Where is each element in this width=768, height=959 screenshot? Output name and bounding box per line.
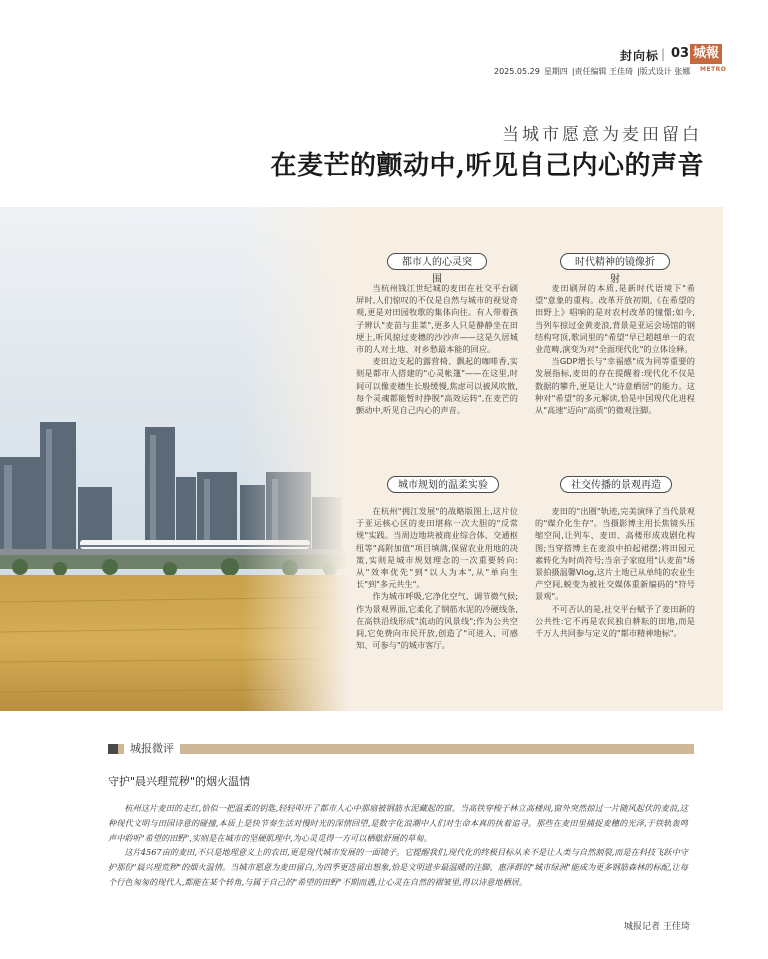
- issue-date: 2025.05.29: [494, 67, 540, 76]
- city-wheatfield-photo: [0, 207, 348, 711]
- review-marker: [108, 744, 118, 754]
- issue-weekday: 星期四: [543, 67, 568, 76]
- paragraph: 不可否认的是,社交平台赋予了麦田新的公共性:它不再是农民独自耕耘的田地,而是千万人共同参与定义的"都市精神地标"。: [535, 603, 695, 639]
- design-credit: |版式设计 张娜: [637, 67, 691, 76]
- paragraph: 作为城市呼吸,它净化空气、调节微气候;作为景观界面,它柔化了钢筋水泥的冷硬线条,在高铁沿线形成"流动的风景线";作为公共空间,它免费向市民开放,创造了"可进入、可感知、可参与"的城市客厅。: [356, 591, 518, 651]
- section-heading-urban-soul: 都市人的心灵突围: [387, 253, 487, 270]
- paragraph: 当杭州钱江世纪城的麦田在社交平台刷屏时,人们惊叹的不仅是自然与城市的视觉奇观,更是对田园牧歌的集体向往。有人带着孩子辨认"麦苗与韭菜",更多人只是静静坐在田埂上,听风掠过麦穗的沙沙声——这是久居城市的人对土地、对乡愁最本能的回应。: [356, 283, 518, 355]
- paragraph: 麦田边支起的露营椅、飘起的咖啡香,实则是都市人搭建的"心灵帐篷"——在这里,时间可以像麦穗生长般缓慢,焦虑可以被风吹散,每个灵魂都能暂时挣脱"高效运转",在麦芒的颤动中,听见自己内心的声音。: [356, 356, 518, 416]
- paragraph: 杭州这片麦田的走红,恰似一把温柔的钥匙,轻轻叩开了都市人心中那扇被钢筋水泥藏起的窗。当高铁穿梭于林立高楼间,窗外突然掠过一片随风起伏的麦浪,这种现代文明与田园诗意的碰撞,本质上是快节奏生活对慢时光的深情回望,是数字化浪潮中人们对生命本真的执着追寻。那些在麦田里捕捉麦穗的光泽,于铁轨轰鸣声中聆听"希望的田野",实则是在城市的坚硬肌理中,为心灵觅得一方可以栖歇舒展的草甸。: [108, 803, 688, 843]
- feature-panel: [0, 207, 723, 711]
- paragraph: 这片4567亩的麦田,不只是地理意义上的农田,更是现代城市发展的一面镜子。它提醒我们,现代化的终极目标从来不是让人类与自然割裂,而是在科技飞跃中守护那份"晨兴理荒秽"的烟火温情。当城市愿意为麦田留白,为四季更迭留出想象,恰是文明进步最温暖的注脚。惠泽群的"城市绿洲"能成为更多钢筋森林的标配,让每个行色匆匆的现代人,都能在某个转角,与属于自己的"希望的田野"不期而遇,让心灵在自然的褶皱里,得以诗意地栖居。: [108, 847, 688, 887]
- section-body-social-media: [535, 505, 695, 639]
- section-name: 封向标: [620, 49, 660, 63]
- paragraph: 当GDP增长与"幸福感"成为同等重要的发展指标,麦田的存在提醒着:现代化不仅是数据的攀升,更是让人"诗意栖居"的能力。这种对"希望"的多元解读,恰是中国现代化进程从"高速"迈向"高质"的微观注脚。: [535, 356, 695, 416]
- reporter-byline: 城报记者 王佳琦: [624, 922, 690, 932]
- article-title: 在麦芒的颤动中,听见自己内心的声音: [270, 151, 704, 181]
- section-heading-urban-planning: 城市规划的温柔实验: [387, 476, 499, 493]
- section-body-urban-planning: [356, 505, 518, 651]
- review-divider-bar: [108, 744, 694, 754]
- review-label: 城报微评: [124, 740, 180, 756]
- masthead-separator: |: [661, 47, 666, 61]
- page-number: 03: [671, 46, 690, 61]
- metro-label: METRO: [700, 66, 727, 73]
- article-subtitle: 当城市愿意为麦田留白: [502, 125, 702, 145]
- review-body: [108, 801, 688, 890]
- paragraph: 麦田刷屏的本质,是新时代语境下"希望"意象的重构。改革开放初期,《在希望的田野上》唱响的是对农村改革的憧憬;如今,当列车掠过金黄麦浪,背景是亚运会场馆的钢结构穹顶,歌词里的"希望"早已超越单一的农业范畴,演变为对"全面现代化"的立体诠释。: [535, 283, 695, 355]
- paragraph: 麦田的"出圈"轨迹,完美演绎了当代景观的"媒介化生存"。当摄影博主用长焦镜头压缩空间,让列车、麦田、高楼形成戏剧化构图;当穿搭博主在麦浪中拍起裙摆;将田园元素转化为时尚符号;当亲子家庭用"认麦苗"场景拍摄温馨Vlog,这片土地已从单纯的农业生产空间,蜕变为被社交媒体重新编码的"符号景观"。: [535, 506, 695, 602]
- editor-credit: |责任编辑 王佳琦: [571, 67, 634, 76]
- issue-meta: [494, 66, 694, 77]
- section-body-zeitgeist: [535, 282, 695, 416]
- section-body-urban-soul: [356, 282, 518, 416]
- section-heading-zeitgeist: 时代精神的镜像折射: [560, 253, 670, 270]
- newspaper-badge: 城報: [690, 44, 722, 64]
- section-heading-social-media: 社交传播的景观再造: [560, 476, 672, 493]
- review-title: 守护"晨兴理荒秽"的烟火温情: [108, 775, 251, 788]
- paragraph: 在杭州"拥江发展"的战略版图上,这片位于亚运核心区的麦田堪称一次大胆的"反常规"实践。当周边地块被商业综合体、交通枢纽等"高附加值"项目填满,保留农业用地的决策,实则是城市规划理念的一次重要转向:从"效率优先"到"以人为本",从"单向生长"到"多元共生"。: [356, 506, 518, 590]
